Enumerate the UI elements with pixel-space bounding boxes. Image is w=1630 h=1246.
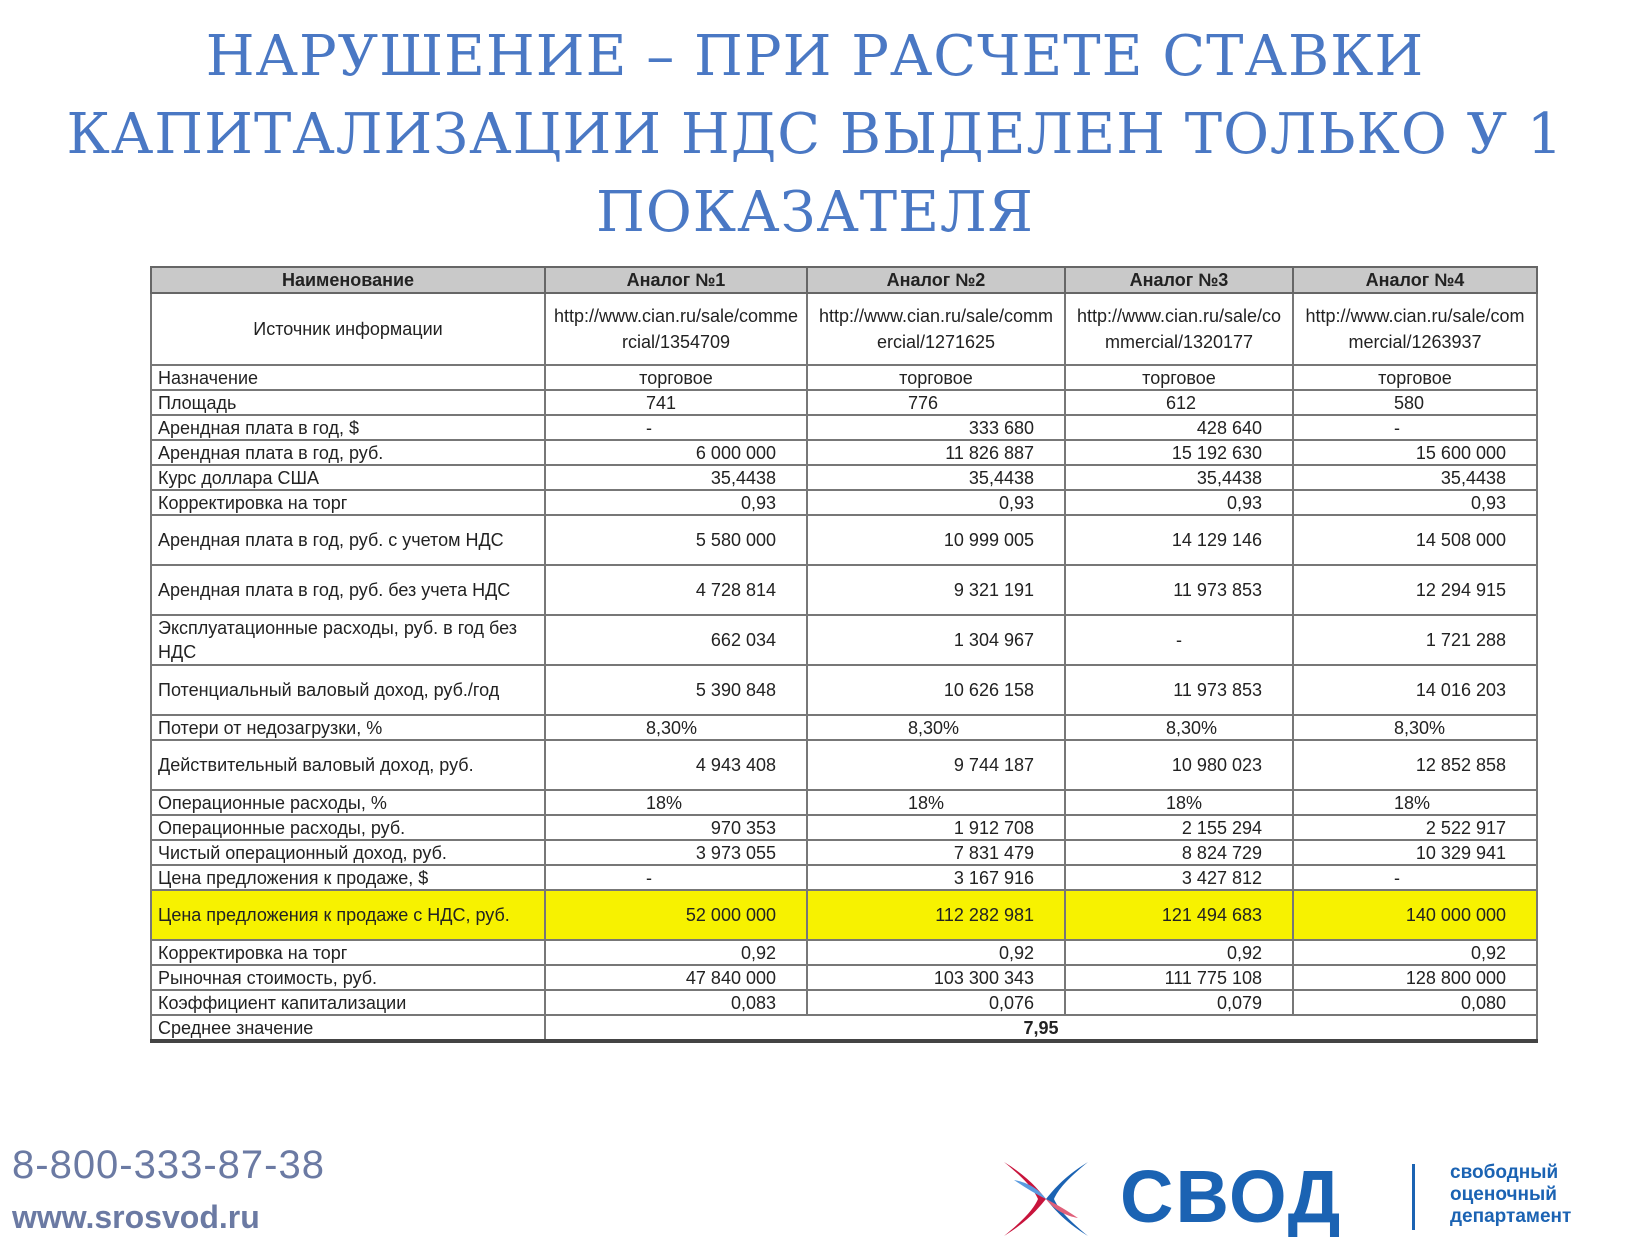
source-link-4[interactable]: http://www.cian.ru/sale/commercial/1263937 [1293,293,1537,365]
cell: 0,079 [1065,990,1293,1015]
row-label: Цена предложения к продаже, $ [151,865,545,890]
cell: 12 852 858 [1293,740,1537,790]
table-row [151,715,1537,740]
cell: 15 600 000 [1293,440,1537,465]
table-row [151,515,1537,565]
cell: 8,30% [1293,715,1537,740]
cell: торговое [545,365,807,390]
table-row [151,465,1537,490]
source-link-1[interactable]: http://www.cian.ru/sale/commercial/1354709 [545,293,807,365]
cell: 52 000 000 [545,890,807,940]
table-row [151,365,1537,390]
row-label: Корректировка на торг [151,490,545,515]
cell: 4 728 814 [545,565,807,615]
cell: 14 129 146 [1065,515,1293,565]
tagline-line-3: департамент [1450,1206,1572,1227]
tagline-line-2: оценочный [1450,1184,1557,1205]
cell: 112 282 981 [807,890,1065,940]
table-row [151,390,1537,415]
header-name: Наименование [151,267,545,293]
row-label: Чистый операционный доход, руб. [151,840,545,865]
cell: 1 912 708 [807,815,1065,840]
table-row [151,940,1537,965]
cell: 776 [807,390,1065,415]
cell: 103 300 343 [807,965,1065,990]
cell: - [545,415,807,440]
cell: 18% [1065,790,1293,815]
logo-tagline [1450,1162,1571,1228]
cell: 0,92 [1293,940,1537,965]
row-label: Потери от недозагрузки, % [151,715,545,740]
table-row-source [151,293,1537,365]
cell: 2 522 917 [1293,815,1537,840]
table-row [151,440,1537,465]
cell: 8,30% [1065,715,1293,740]
cell: - [1065,615,1293,665]
table-row [151,565,1537,615]
table-row [151,740,1537,790]
contact-phone[interactable]: 8-800-333-87-38 [12,1143,325,1187]
cell: 14 016 203 [1293,665,1537,715]
cell: 1 304 967 [807,615,1065,665]
table-row [151,815,1537,840]
cell: 333 680 [807,415,1065,440]
table-header-row [151,267,1537,293]
cell: 11 973 853 [1065,665,1293,715]
cell: 0,93 [1065,490,1293,515]
cell: - [1293,415,1537,440]
row-label: Среднее значение [151,1015,545,1041]
cell: 10 329 941 [1293,840,1537,865]
cell: 121 494 683 [1065,890,1293,940]
table-row [151,840,1537,865]
tagline-line-1: свободный [1450,1162,1559,1183]
cell: 612 [1065,390,1293,415]
cell: 5 390 848 [545,665,807,715]
cell: 2 155 294 [1065,815,1293,840]
cell: 11 973 853 [1065,565,1293,615]
cell: 0,083 [545,990,807,1015]
cell: торговое [1065,365,1293,390]
cell: 12 294 915 [1293,565,1537,615]
cell: 18% [1293,790,1537,815]
cell: 128 800 000 [1293,965,1537,990]
cell: - [1293,865,1537,890]
valuation-table [150,266,1538,1043]
cell: 10 980 023 [1065,740,1293,790]
cell: 0,92 [1065,940,1293,965]
cell: 0,93 [545,490,807,515]
title-line-3: ПОКАЗАТЕЛЯ [596,180,1034,245]
cell: 741 [545,390,807,415]
cell: 3 167 916 [807,865,1065,890]
average-value: 7,95 [545,1015,1537,1041]
cell: 140 000 000 [1293,890,1537,940]
table-row [151,665,1537,715]
cell: 11 826 887 [807,440,1065,465]
row-label: Цена предложения к продаже с НДС, руб. [151,890,545,940]
cell: 3 973 055 [545,840,807,865]
valuation-table-container [150,266,1536,1043]
cell: 0,92 [545,940,807,965]
title-line-1: НАРУШЕНИЕ – ПРИ РАСЧЕТЕ СТАВКИ [205,24,1425,89]
header-analog-2: Аналог №2 [807,267,1065,293]
cell: 7 831 479 [807,840,1065,865]
row-label: Назначение [151,365,545,390]
table-row [151,615,1537,665]
cell: 10 999 005 [807,515,1065,565]
cell: 0,92 [807,940,1065,965]
cell: 9 321 191 [807,565,1065,615]
row-label: Площадь [151,390,545,415]
cell: торговое [807,365,1065,390]
row-label: Коэффициент капитализации [151,990,545,1015]
cell: 8,30% [545,715,807,740]
table-row [151,965,1537,990]
table-row [151,415,1537,440]
header-analog-3: Аналог №3 [1065,267,1293,293]
table-row [151,990,1537,1015]
row-label: Операционные расходы, % [151,790,545,815]
row-label: Операционные расходы, руб. [151,815,545,840]
table-row [151,865,1537,890]
website-link[interactable]: www.srosvod.ru [12,1199,260,1235]
cell: - [545,865,807,890]
table-row [151,490,1537,515]
row-label: Арендная плата в год, руб. [151,440,545,465]
header-analog-1: Аналог №1 [545,267,807,293]
cell: 0,076 [807,990,1065,1015]
cell: 35,4438 [807,465,1065,490]
table-row [151,790,1537,815]
source-link-2[interactable]: http://www.cian.ru/sale/commercial/1271625 [807,293,1065,365]
row-label: Арендная плата в год, $ [151,415,545,440]
cell: 8 824 729 [1065,840,1293,865]
row-label: Курс доллара США [151,465,545,490]
row-label: Арендная плата в год, руб. с учетом НДС [151,515,545,565]
cell: 47 840 000 [545,965,807,990]
cell: 14 508 000 [1293,515,1537,565]
cell: 9 744 187 [807,740,1065,790]
row-label: Арендная плата в год, руб. без учета НДС [151,565,545,615]
slide-title [60,18,1570,252]
cell: 10 626 158 [807,665,1065,715]
cell: 18% [545,790,807,815]
svod-logo-icon [1000,1158,1092,1240]
cell: 35,4438 [1065,465,1293,490]
row-label: Рыночная стоимость, руб. [151,965,545,990]
cell: 5 580 000 [545,515,807,565]
row-label: Действительный валовый доход, руб. [151,740,545,790]
row-label: Корректировка на торг [151,940,545,965]
source-link-3[interactable]: http://www.cian.ru/sale/commercial/1320177 [1065,293,1293,365]
cell: 6 000 000 [545,440,807,465]
logo-divider [1412,1164,1415,1230]
row-label: Потенциальный валовый доход, руб./год [151,665,545,715]
table-row-highlighted [151,890,1537,940]
cell: 428 640 [1065,415,1293,440]
logo-wordmark: СВОД [1120,1155,1343,1238]
cell: 35,4438 [1293,465,1537,490]
company-logo [1000,1155,1620,1238]
row-label: Эксплуатационные расходы, руб. в год без НДС [151,615,545,665]
cell: 0,080 [1293,990,1537,1015]
title-line-2: КАПИТАЛИЗАЦИИ НДС ВЫДЕЛЕН ТОЛЬКО У 1 [66,102,1564,167]
cell: 970 353 [545,815,807,840]
cell: 3 427 812 [1065,865,1293,890]
cell: 662 034 [545,615,807,665]
cell: 18% [807,790,1065,815]
table-row-average [151,1015,1537,1041]
cell: 0,93 [807,490,1065,515]
row-label: Источник информации [151,293,545,365]
cell: 35,4438 [545,465,807,490]
cell: 580 [1293,390,1537,415]
cell: 1 721 288 [1293,615,1537,665]
cell: 4 943 408 [545,740,807,790]
cell: 111 775 108 [1065,965,1293,990]
header-analog-4: Аналог №4 [1293,267,1537,293]
cell: 0,93 [1293,490,1537,515]
cell: 15 192 630 [1065,440,1293,465]
cell: торговое [1293,365,1537,390]
cell: 8,30% [807,715,1065,740]
